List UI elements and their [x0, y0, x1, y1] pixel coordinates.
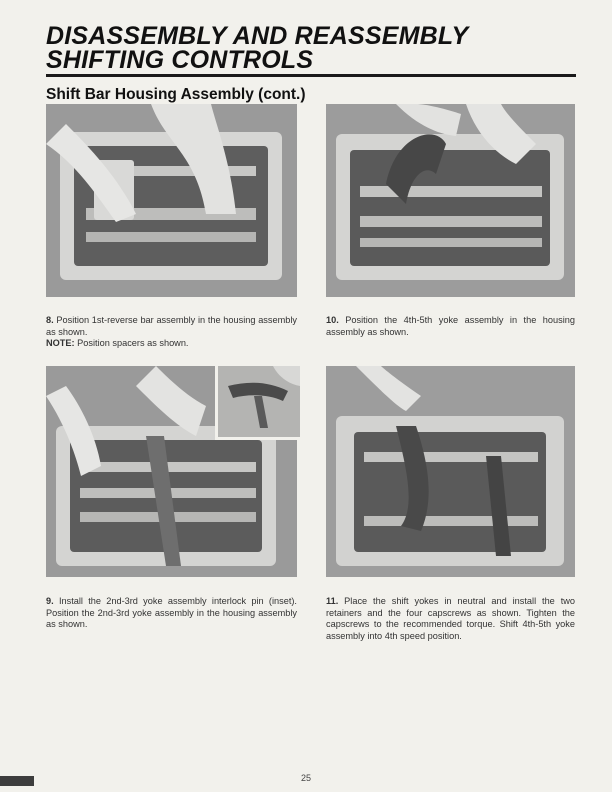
step-number: 8.: [46, 315, 54, 325]
step-number: 11.: [326, 596, 339, 606]
step-text: Position 1st-reverse bar assembly in the housing assembly as shown.: [46, 315, 297, 337]
photo-step-8: [46, 104, 297, 297]
title-line-1: DISASSEMBLY AND REASSEMBLY: [46, 22, 469, 50]
step-number: 9.: [46, 596, 54, 606]
photo-step-11: [326, 366, 575, 577]
caption-step-8: [46, 315, 297, 350]
step-text: Place the shift yokes in neutral and install the two retainers and the four capscrews as shown. Tighten the capscrews to the recommended torque. Shift 4th-5th yoke assembly into 4th speed position.: [326, 596, 575, 641]
caption-step-9: [46, 596, 297, 631]
title-rule: [46, 74, 576, 77]
bleed-through-text: [448, 26, 588, 96]
page-title: [46, 24, 468, 72]
note-text: Position spacers as shown.: [77, 338, 189, 348]
title-line-2: SHIFTING CONTROLS: [46, 46, 314, 74]
scan-corner-mark: [0, 776, 34, 786]
photo-step-10: [326, 104, 575, 297]
page-number: 25: [300, 773, 311, 783]
step-number: 10.: [326, 315, 339, 325]
photo-step-9-inset: [215, 366, 300, 440]
section-heading: Shift Bar Housing Assembly (cont.): [46, 86, 306, 103]
step-text: Install the 2nd-3rd yoke assembly interlock pin (inset). Position the 2nd-3rd yoke assembly in the housing assembly as shown.: [46, 596, 297, 629]
note-label: NOTE:: [46, 338, 75, 348]
step-text: Position the 4th-5th yoke assembly in the housing assembly as shown.: [326, 315, 575, 337]
caption-step-10: [326, 315, 575, 338]
caption-step-11: [326, 596, 575, 642]
